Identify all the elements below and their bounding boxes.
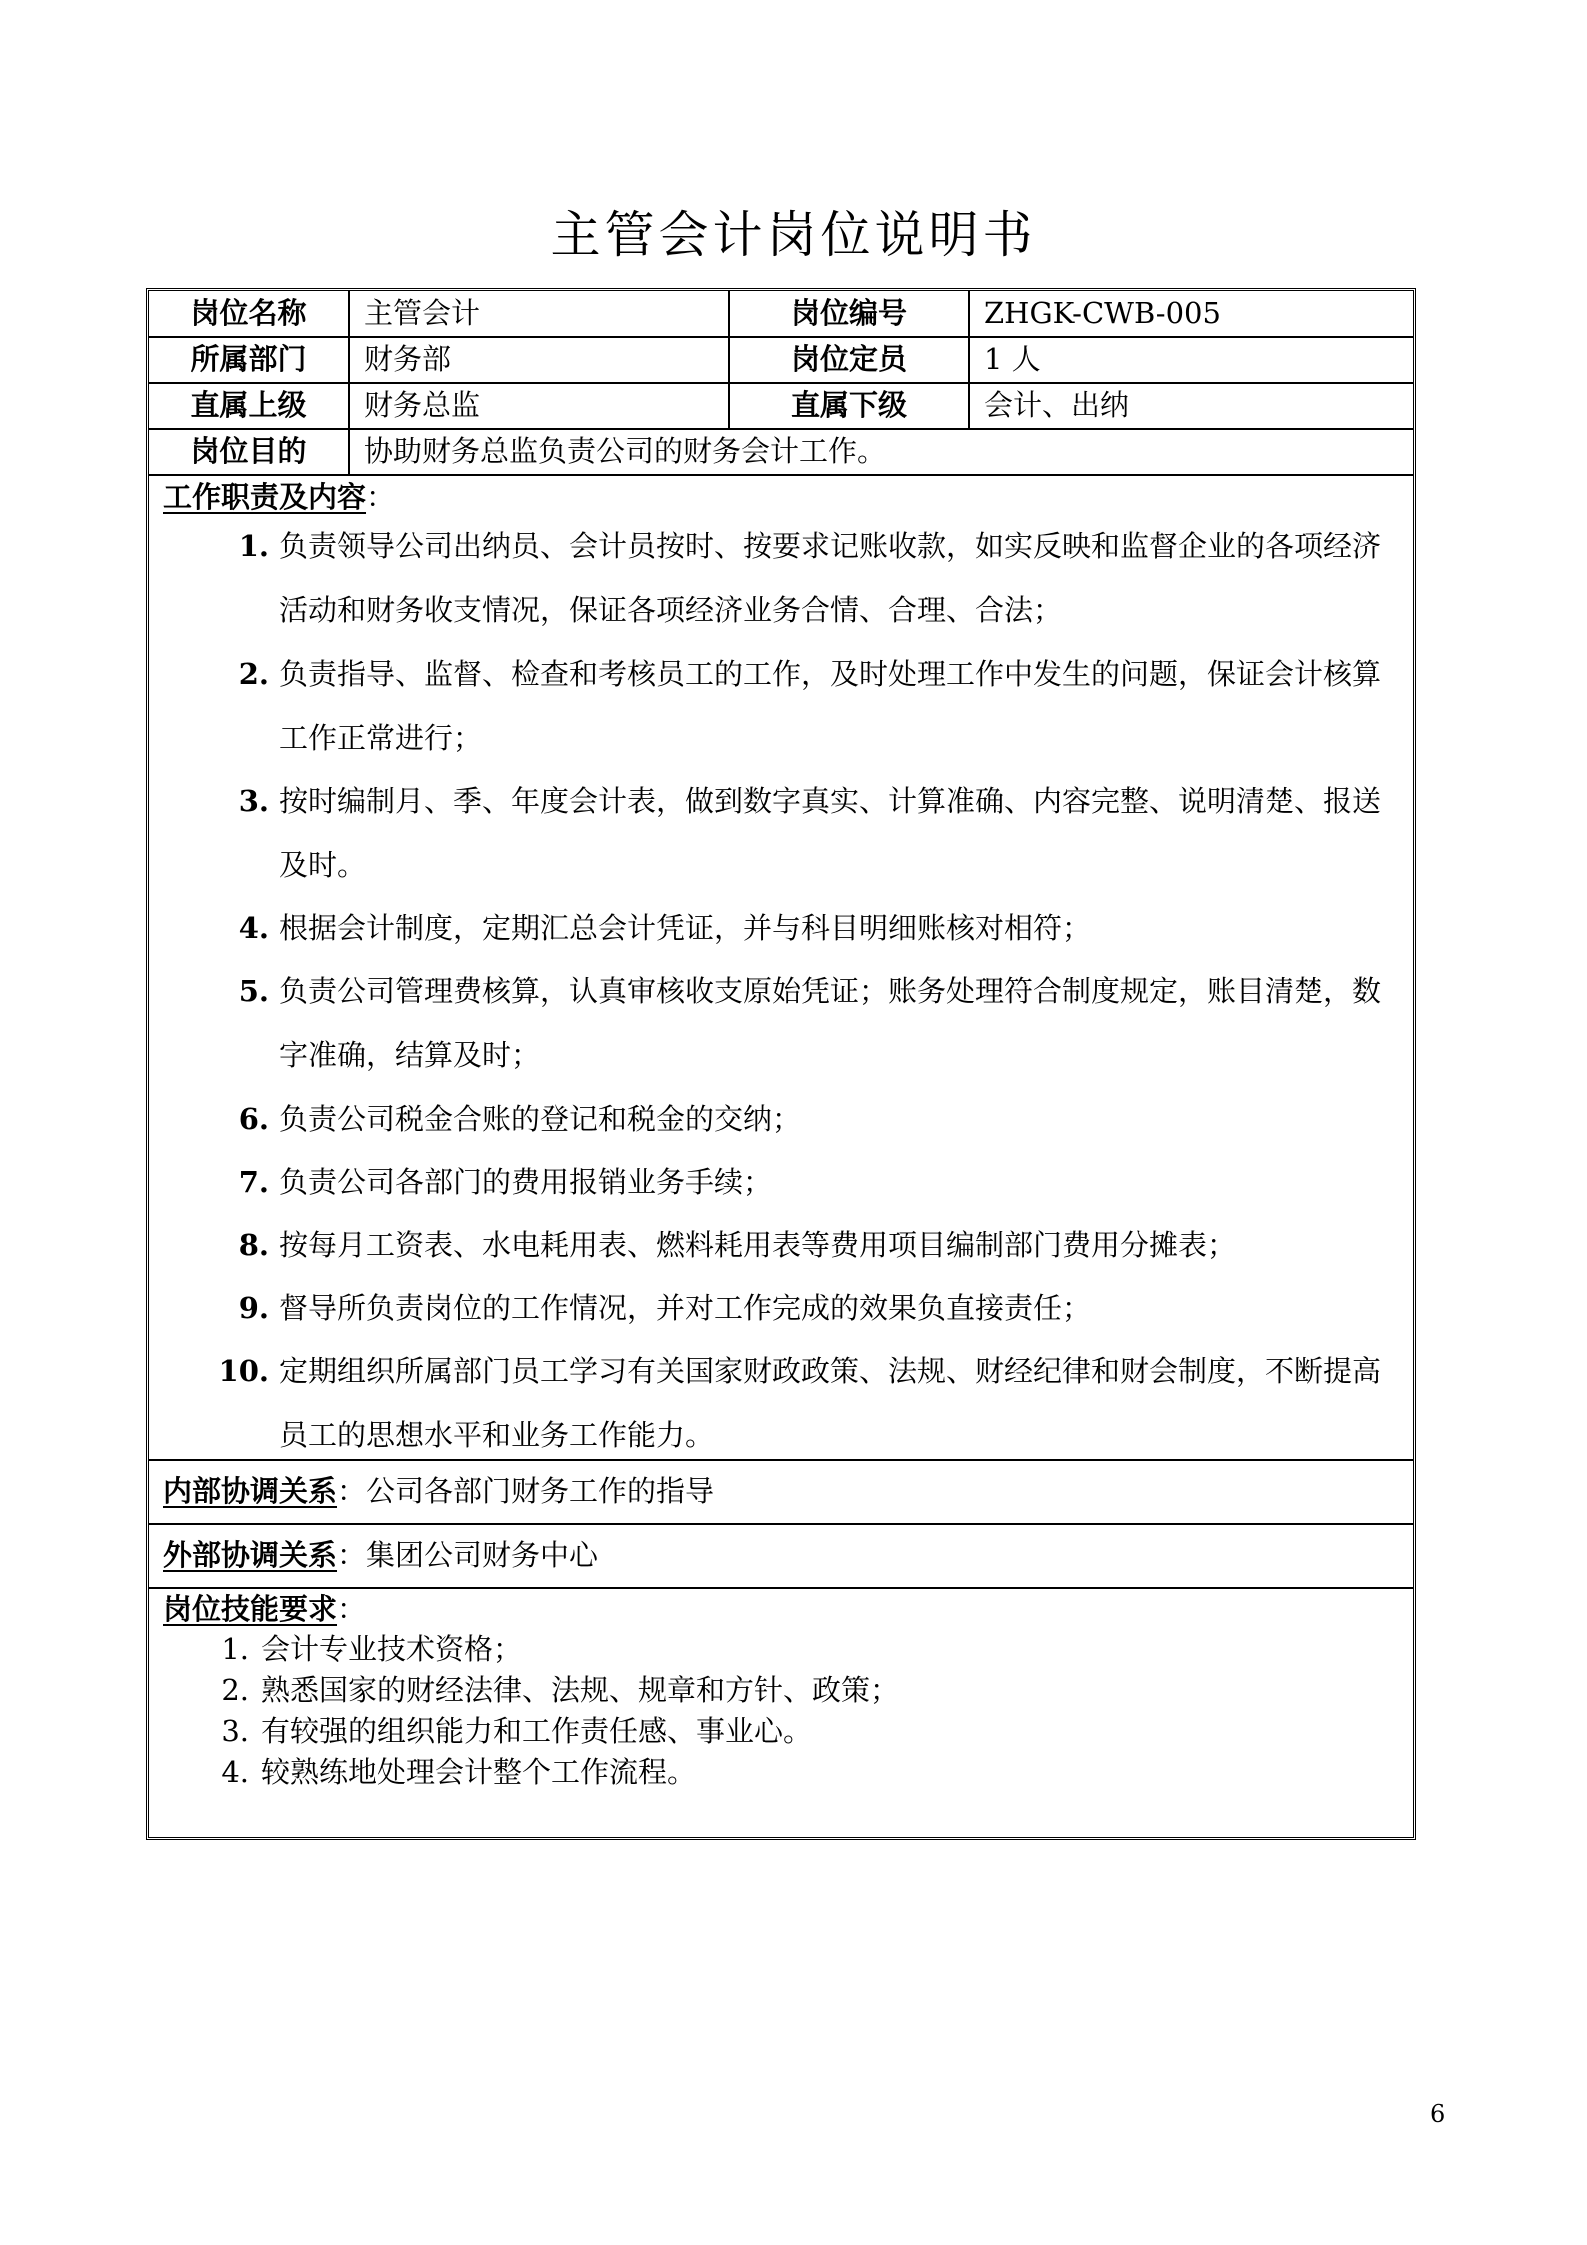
position-code-label: 岗位编号 — [790, 296, 907, 330]
skill-item: 1. 会计专业技术资格； — [221, 1632, 523, 1666]
supervisor-value: 财务总监 — [364, 388, 481, 422]
page-title: 主管会计岗位说明书 — [550, 206, 1037, 264]
duty-item: 10. 定期组织所属部门员工学习有关国家财政政策、法规、财经纪律和财会制度，不断提高员工的思想水平和业务工作能力。 — [218, 1354, 1382, 1452]
duty-item: 8. 按每月工资表、水电耗用表、燃料耗用表等费用项目编制部门费用分摊表； — [238, 1228, 1237, 1262]
subordinates-value: 会计、出纳 — [984, 388, 1130, 422]
row-divider — [149, 474, 1413, 476]
skill-item: 4. 较熟练地处理会计整个工作流程。 — [221, 1755, 697, 1789]
duties-heading-label: 工作职责及内容 — [163, 480, 367, 514]
page-number: 6 — [1430, 2100, 1446, 2128]
purpose-value: 协助财务总监负责公司的财务会计工作。 — [364, 434, 887, 468]
skills-heading — [163, 1589, 366, 1629]
department-value: 财务部 — [364, 342, 452, 376]
duties-heading — [163, 477, 395, 517]
supervisor-label: 直属上级 — [190, 388, 307, 422]
internal-coordination: 内部协调关系：公司各部门财务工作的指导 — [163, 1474, 715, 1508]
duty-item: 6. 负责公司税金合账的登记和税金的交纳； — [238, 1102, 802, 1136]
position-name-value: 主管会计 — [364, 296, 481, 330]
duty-item: 1. 负责领导公司出纳员、会计员按时、按要求记账收款，如实反映和监督企业的各项经济活动和财务收支情况，保证各项经济业务合情、合理、合法； — [238, 529, 1382, 627]
external-coordination: 外部协调关系：集团公司财务中心 — [163, 1538, 599, 1572]
row-divider — [149, 1523, 1413, 1525]
duty-item: 7. 负责公司各部门的费用报销业务手续； — [238, 1165, 773, 1199]
duty-item: 2. 负责指导、监督、检查和考核员工的工作，及时处理工作中发生的问题，保证会计核算工作正常进行； — [238, 657, 1382, 755]
purpose-label: 岗位目的 — [190, 434, 307, 468]
position-name-label: 岗位名称 — [190, 296, 307, 330]
position-code-value: ZHGK-CWB-005 — [984, 296, 1221, 330]
skill-item: 2. 熟悉国家的财经法律、法规、规章和方针、政策； — [221, 1673, 900, 1707]
department-label: 所属部门 — [190, 342, 307, 376]
duties-heading-colon: ： — [366, 480, 396, 514]
skill-item: 3. 有较强的组织能力和工作责任感、事业心。 — [221, 1714, 813, 1748]
headcount-label: 岗位定员 — [790, 342, 907, 376]
duty-item: 5. 负责公司管理费核算，认真审核收支原始凭证；账务处理符合制度规定，账目清楚，数字准确，结算及时； — [238, 974, 1382, 1072]
skills-heading-label: 岗位技能要求 — [163, 1592, 338, 1626]
duty-item: 4. 根据会计制度，定期汇总会计凭证，并与科目明细账核对相符； — [238, 911, 1092, 945]
job-description-table — [146, 288, 1416, 1840]
skills-heading-colon: ： — [337, 1592, 367, 1626]
headcount-value: 1 人 — [984, 342, 1041, 376]
duty-item: 9. 督导所负责岗位的工作情况，并对工作完成的效果负直接责任； — [238, 1291, 1092, 1325]
duty-item: 3. 按时编制月、季、年度会计表，做到数字真实、计算准确、内容完整、说明清楚、报送及时。 — [238, 784, 1382, 882]
subordinates-label: 直属下级 — [790, 388, 907, 422]
